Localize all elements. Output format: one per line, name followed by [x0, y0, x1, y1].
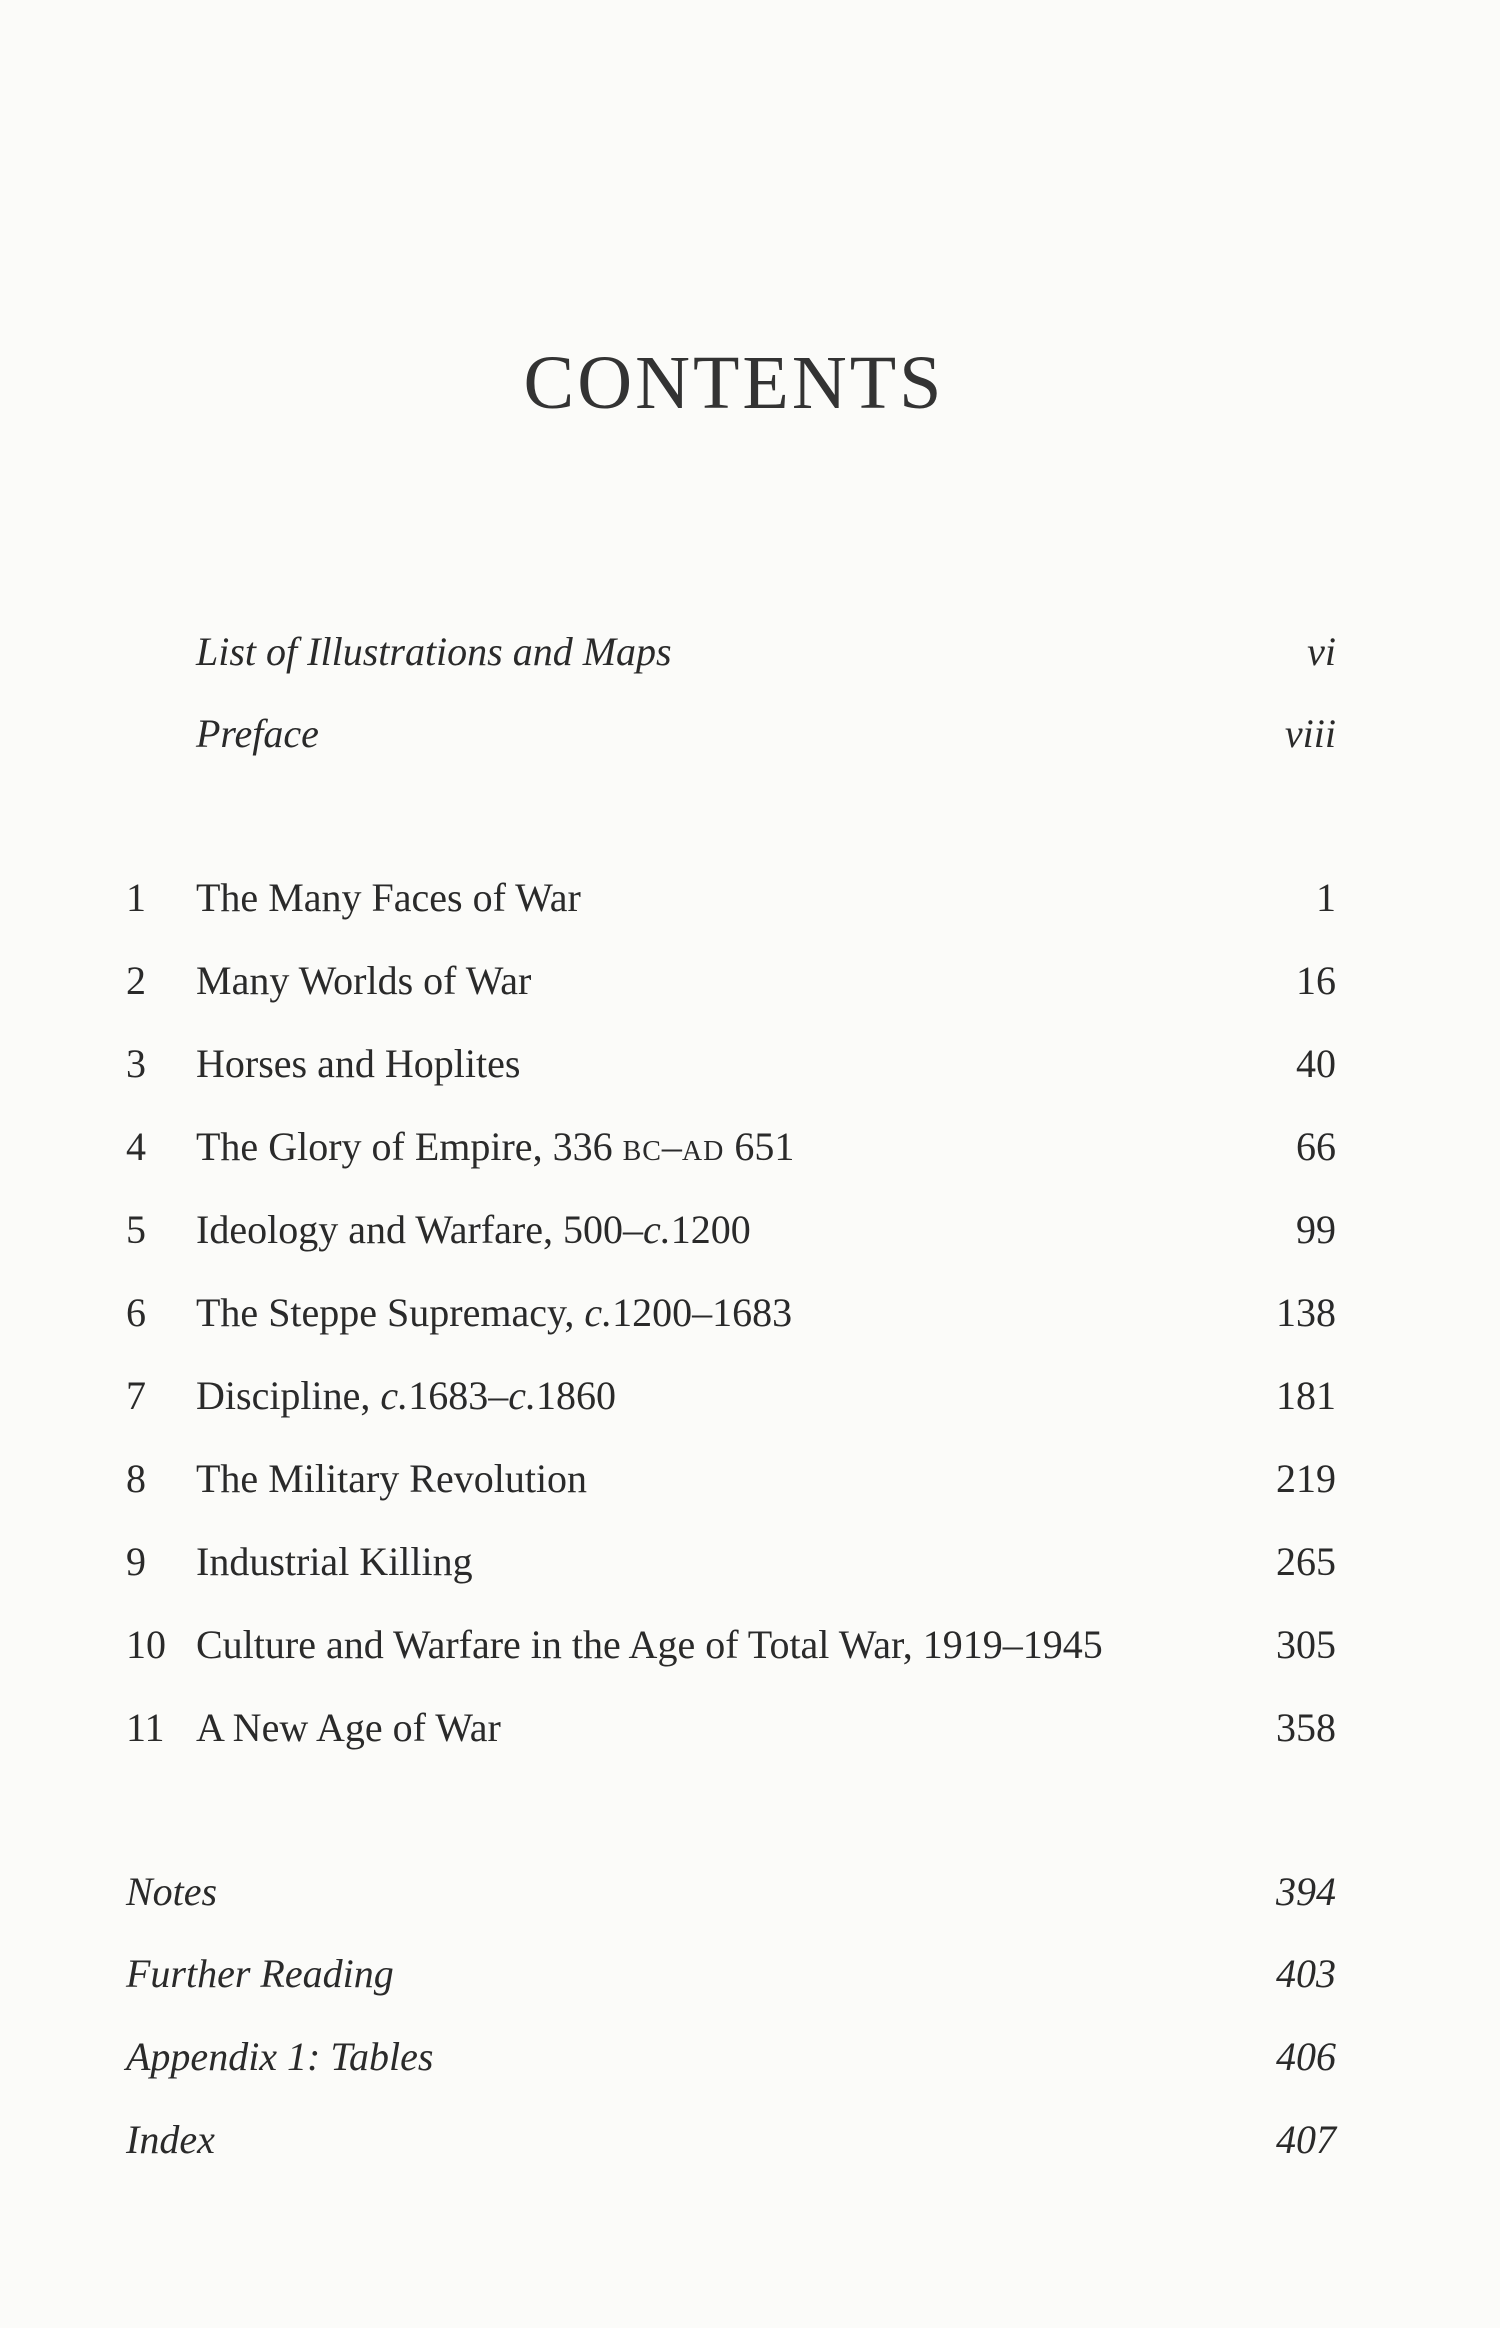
- toc-chapter-7[interactable]: [0, 1366, 1500, 1426]
- chapter-number: 6: [126, 1290, 146, 1335]
- toc-entry-front-illustrations[interactable]: [0, 622, 1500, 682]
- chapter-title: The Glory of Empire, 336 BC–AD 651: [196, 1124, 795, 1169]
- chapter-page: 265: [1276, 1539, 1336, 1584]
- chapter-number: 7: [126, 1373, 146, 1418]
- chapter-page: 358: [1276, 1705, 1336, 1750]
- toc-entry-back-further-reading[interactable]: [0, 1944, 1500, 2004]
- chapter-title: Many Worlds of War: [196, 958, 532, 1003]
- toc-entry-back-appendix[interactable]: [0, 2027, 1500, 2087]
- chapter-number: 8: [126, 1456, 146, 1501]
- toc-chapter-4[interactable]: [0, 1117, 1500, 1177]
- toc-entry-page: viii: [1284, 711, 1336, 756]
- toc-entry-label: Notes: [126, 1869, 218, 1914]
- chapter-number: 11: [126, 1705, 165, 1750]
- chapter-page: 181: [1276, 1373, 1336, 1418]
- toc-entry-back-notes[interactable]: [0, 1862, 1500, 1922]
- chapter-number: 3: [126, 1041, 146, 1086]
- toc-entry-front-preface[interactable]: [0, 704, 1500, 764]
- chapter-title: Ideology and Warfare, 500–c.1200: [196, 1207, 751, 1252]
- chapter-page: 99: [1296, 1207, 1336, 1252]
- chapter-page: 66: [1296, 1124, 1336, 1169]
- toc-entry-label: Index: [126, 2117, 215, 2162]
- toc-chapter-9[interactable]: [0, 1532, 1500, 1592]
- toc-entry-label: Further Reading: [126, 1951, 394, 1996]
- toc-chapter-10[interactable]: [0, 1615, 1500, 1675]
- chapter-title: Horses and Hoplites: [196, 1041, 521, 1086]
- toc-entry-page: 407: [1276, 2117, 1336, 2162]
- chapter-title: The Steppe Supremacy, c.1200–1683: [196, 1290, 793, 1335]
- chapter-number: 4: [126, 1124, 146, 1169]
- chapter-title: The Many Faces of War: [196, 875, 581, 920]
- toc-chapter-8[interactable]: [0, 1449, 1500, 1509]
- page-title: CONTENTS: [523, 341, 945, 425]
- chapter-number: 1: [126, 875, 146, 920]
- toc-chapter-3[interactable]: [0, 1034, 1500, 1094]
- toc-entry-label: Appendix 1: Tables: [126, 2034, 434, 2079]
- toc-entry-label: List of Illustrations and Maps: [196, 629, 672, 674]
- toc-chapter-5[interactable]: [0, 1200, 1500, 1260]
- chapter-page: 138: [1276, 1290, 1336, 1335]
- toc-chapter-11[interactable]: [0, 1698, 1500, 1758]
- chapter-title: A New Age of War: [196, 1705, 501, 1750]
- chapter-number: 2: [126, 958, 146, 1003]
- toc-entry-page: vi: [1307, 629, 1336, 674]
- chapter-number: 5: [126, 1207, 146, 1252]
- chapter-page: 219: [1276, 1456, 1336, 1501]
- chapter-number: 9: [126, 1539, 146, 1584]
- toc-chapter-6[interactable]: [0, 1283, 1500, 1343]
- toc-chapter-1[interactable]: [0, 868, 1500, 928]
- toc-entry-page: 403: [1276, 1951, 1336, 1996]
- toc-chapter-2[interactable]: [0, 951, 1500, 1011]
- chapter-title: Discipline, c.1683–c.1860: [196, 1373, 616, 1418]
- toc-entry-page: 406: [1276, 2034, 1336, 2079]
- chapter-number: 10: [126, 1622, 166, 1667]
- chapter-page: 16: [1296, 958, 1336, 1003]
- chapter-page: 40: [1296, 1041, 1336, 1086]
- toc-entry-page: 394: [1276, 1869, 1336, 1914]
- toc-entry-label: Preface: [196, 711, 319, 756]
- chapter-title: The Military Revolution: [196, 1456, 588, 1501]
- toc-entry-back-index[interactable]: [0, 2110, 1500, 2170]
- chapter-page: 1: [1316, 875, 1336, 920]
- chapter-title: Industrial Killing: [196, 1539, 473, 1584]
- chapter-page: 305: [1276, 1622, 1336, 1667]
- chapter-title: Culture and Warfare in the Age of Total War, 1919–1945: [196, 1622, 1103, 1667]
